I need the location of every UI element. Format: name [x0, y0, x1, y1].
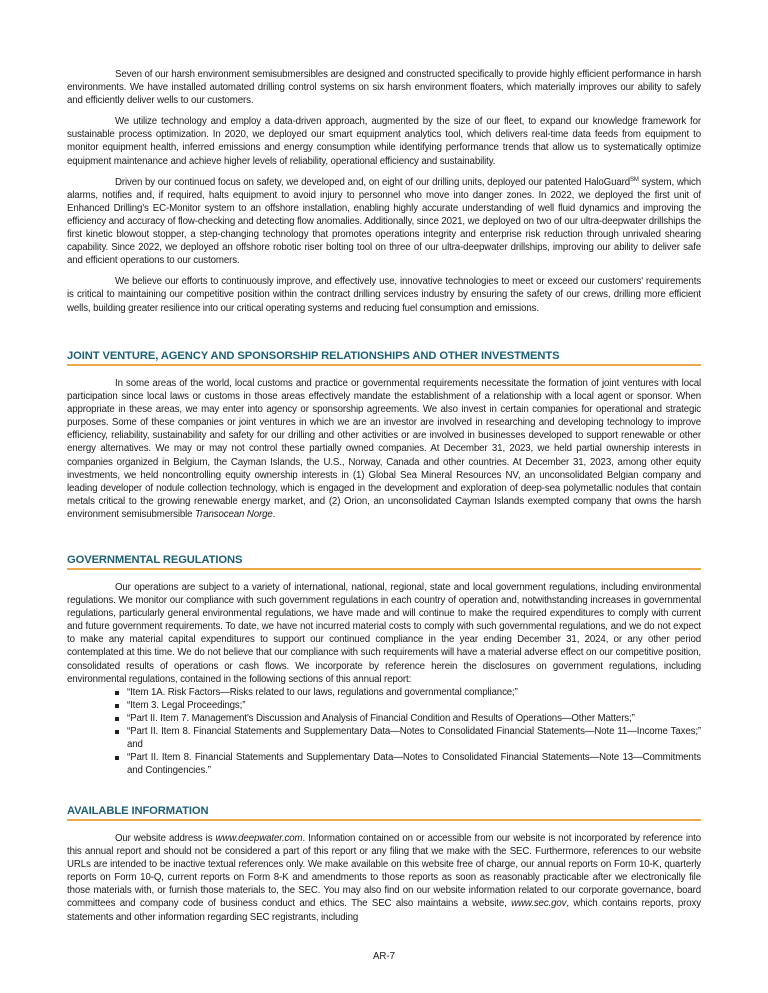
rig-name: Transocean Norge [195, 508, 273, 520]
website-link: www.deepwater.com [215, 833, 303, 844]
joint-venture-section [67, 377, 701, 521]
list-item: “Item 3. Legal Proceedings;” [115, 699, 701, 712]
text: . [272, 508, 276, 520]
text: . Information contained on or accessible from our website is not incorporated by reference into this annual report and should not be considered a part of this report or any filing that we make with the SEC. Furthermore, references to our website URLs are intended to be inactive textual references only. We make available on this website free of charge, our annual reports on Form 10-K, quarterly reports on Form 10-Q, current reports on Form 8-K and amendments to those reports as soon as reasonably practicable after we electronically file those materials with, or furnish those materials to, the SEC. You may also find on our website information related to our corporate governance, board committees and company code of business conduct and ethics. The SEC also maintains a website, [67, 833, 701, 910]
list-item: “Item 1A. Risk Factors—Risks related to our laws, regulations and governmental compliance;” [115, 686, 701, 699]
paragraph [67, 377, 701, 521]
intro-section [67, 68, 701, 315]
section-heading: AVAILABLE INFORMATION [67, 805, 701, 821]
reference-list [67, 686, 701, 778]
text: Our website address is [115, 833, 216, 844]
paragraph: Seven of our harsh environment semisubmersibles are designed and constructed specifically to provide highly efficient performance in harsh environments. We have installed automated drilling control systems on six harsh environment floaters, which materially improves our ability to safely and efficiently deliver wells to our customers. [67, 69, 701, 107]
text: system, which alarms, notifies and, if required, halts equipment to avoid injury to personnel who move into danger zones. In 2022, we deployed the first unit of Enhanced Drilling's EC-Monitor system to an offshore installation, enabling highly accurate understanding of well fluid dynamics and improving the efficiency and accuracy of flow-checking and detecting flow anomalies. Additionally, since 2021, we deployed on two of our ultra-deepwater drillships the first kinetic blowout stopper, a step-changing technology that promotes operations integrity and enterprise risk reduction through unrivaled shearing capability. Since 2022, we deployed an offshore robotic riser bolting tool on three of our ultra-deepwater drillships, improving our ability to deliver safe and efficient operations to our customers. [67, 176, 701, 267]
section-heading: JOINT VENTURE, AGENCY AND SPONSORSHIP RELATIONSHIPS AND OTHER INVESTMENTS [67, 350, 701, 366]
service-mark: SM [630, 176, 639, 183]
governmental-section [67, 581, 701, 777]
paragraph: Our operations are subject to a variety of international, national, regional, state and local government regulations, including environmental regulations. We monitor our compliance with such government regulations in each country of operation and, notwithstanding increases in governmental regulations, particularly general environmental regulations, we have made and will continue to make the required expenditures to comply with current and future government requirements. To date, we have not incurred material costs to comply with such governmental regulations, and we do not expect to make any material capital expenditures to support our continued compliance in the year ending December 31, 2024, or any other period contemplated at this time. We do not believe that our compliance with such requirements will have a material adverse effect on our competitive position, consolidated results of operations or cash flows. We incorporate by reference herein the disclosures on government regulations, including environmental regulations, contained in the following sections of this annual report: [67, 582, 701, 685]
text: In some areas of the world, local customs and practice or governmental requirements necessitate the formation of joint ventures with local participation since local laws or customs in those areas effectively mandate the establishment of a relationship with a local agent or sponsor. When appropriate in these areas, we may enter into agency or sponsorship agreements. We also invest in certain companies for operational and strategic purposes. Some of these companies or joint ventures in which we are an investor are involved in researching and developing technology to improve efficiency, reliability, sustainability and safety for our drilling and other activities or are involved in businesses developed to support renewable or other energy alternatives. We may or may not control these partially owned companies. At December 31, 2023, we held partial ownership interests in companies organized in Belgium, the Cayman Islands, the U.S., Norway, Canada and other countries. At December 31, 2023, among other equity investments, we held noncontrolling equity ownership interests in (1) Global Sea Mineral Resources NV, an unconsolidated Belgian company and leading developer of nodule collection technology, which is engaged in the development and exploration of deep-sea polymetallic nodules that contain metals critical to the growing renewable energy market, and (2) Orion, an unconsolidated Cayman Islands exempted company that owns the harsh environment semisubmersible [67, 378, 701, 520]
available-information-section [67, 832, 701, 924]
paragraph: We believe our efforts to continuously improve, and effectively use, innovative technologies to meet or exceed our customers' requirements is critical to maintaining our competitive position within the contract drilling services industry by ensuring the safety of our crews, drilling more efficient wells, building greater resilience into our critical operating systems and reducing fuel consumption and emissions. [67, 276, 701, 314]
paragraph [67, 832, 701, 924]
section-heading: GOVERNMENTAL REGULATIONS [67, 554, 701, 570]
paragraph: We utilize technology and employ a data-driven approach, augmented by the size of our fleet, to expand our knowledge framework for sustainable process optimization. In 2020, we deployed our smart equipment analytics tool, which delivers real-time data feeds from equipment to monitor equipment health, inferred emissions and energy consumption while identifying performance trends that allow us to systematically optimize equipment maintenance and achieve higher levels of reliability, operational efficiency and sustainability. [67, 116, 701, 167]
list-item: “Part II. Item 8. Financial Statements and Supplementary Data—Notes to Consolidated Financial Statements—Note 13—Commitments and Contingencies.” [115, 751, 701, 777]
page-number: AR-7 [372, 951, 396, 962]
list-item: “Part II. Item 7. Management's Discussion and Analysis of Financial Condition and Results of Operations—Other Matters;” [115, 712, 701, 725]
paragraph [67, 176, 701, 268]
text: Driven by our continued focus on safety, we developed and, on eight of our drilling units, deployed our patented HaloGuard [115, 176, 630, 188]
list-item: “Part II. Item 8. Financial Statements and Supplementary Data—Notes to Consolidated Financial Statements—Note 11—Income Taxes;” and [115, 725, 701, 751]
text: , which contains reports, proxy statements and other information regarding SEC registrants, including [67, 898, 701, 923]
sec-website-link: www.sec.gov [511, 898, 567, 910]
